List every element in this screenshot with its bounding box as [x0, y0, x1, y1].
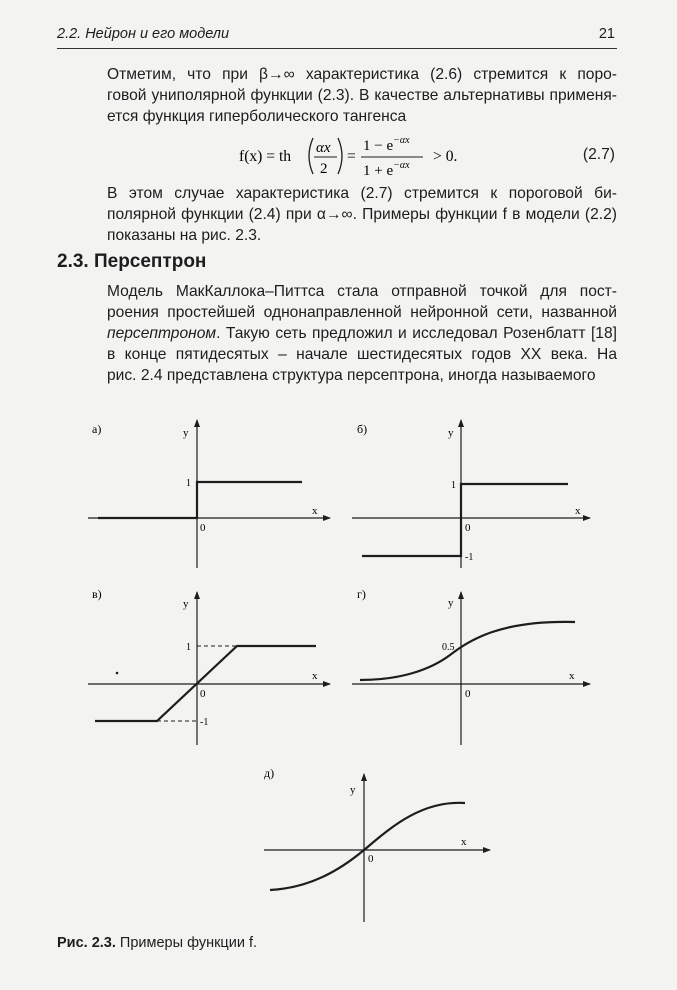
panel-a-tick-1: 1: [186, 478, 191, 489]
panel-d-y-label: y: [448, 597, 454, 609]
chapter-title: 2.2. Нейрон и его модели: [57, 26, 230, 42]
frac2-denominator: $1 + e^{-\alpha x}$: [363, 160, 410, 179]
panel-a-x-label: x: [312, 505, 318, 517]
frac2-numerator: $1 - e^{-\alpha x}$: [363, 135, 410, 154]
paragraph-perceptron: Модель МакКаллока–Питтса стала отправной точкой для пост- роения простейшей однонаправленной нейронной сети, названной персептроном. Такую сеть предложил и исследовал Розенблатт [18] в конце пятидесятых – начале шестидесятых годов XX века. На рис. 2.4 представлена структура персептрона, иногда называемого: [107, 283, 617, 384]
figure-caption: [57, 935, 257, 951]
panel-e-x-label: x: [461, 836, 467, 848]
panel-e-origin: 0: [368, 853, 374, 865]
panel-b-label: б): [357, 422, 368, 436]
formula-lhs: f(x) = th: [239, 148, 292, 165]
panel-a-curve: [98, 482, 302, 518]
section-title: 2.3. Персептрон: [57, 251, 207, 272]
equation-number: (2.7): [582, 146, 615, 163]
panel-a: [88, 420, 330, 568]
panel-a-origin: 0: [200, 522, 206, 534]
caption-label: Рис. 2.3.: [57, 935, 116, 951]
panel-c: [88, 587, 330, 745]
formula-equals: =: [347, 148, 356, 165]
panel-b: [352, 420, 590, 568]
speck: [116, 672, 119, 675]
term-perceptron: персептроном: [107, 325, 217, 342]
panel-a-label: а): [92, 422, 102, 436]
caption-text: Примеры функции f.: [115, 935, 258, 951]
panel-d: [352, 587, 590, 745]
panel-b-curve: [362, 484, 568, 556]
panel-d-tick-half: 0.5: [442, 642, 455, 653]
paragraph-tanh-intro: Отметим, что при β→∞ характеристика (2.6) стремится к поро- говой униполярной функции (2.3). В качестве альтернативы применя- ется функция гиперболического тангенса: [107, 66, 617, 125]
panel-d-origin: 0: [465, 688, 471, 700]
panel-c-label: в): [92, 587, 102, 601]
panel-b-x-label: x: [575, 505, 581, 517]
frac1-numerator: αx: [316, 140, 331, 156]
panel-a-y-label: y: [183, 427, 189, 439]
panel-b-origin: 0: [465, 522, 471, 534]
panel-b-tick-minus1: -1: [465, 552, 474, 563]
panel-d-curve: [360, 622, 575, 680]
panel-d-label: г): [357, 587, 366, 601]
panel-c-tick-minus1: -1: [200, 717, 209, 728]
panel-c-y-label: y: [183, 598, 189, 610]
panel-e-curve: [270, 803, 465, 890]
panel-d-x-label: x: [569, 670, 575, 682]
panel-b-tick-1: 1: [451, 480, 456, 491]
frac1-denominator: 2: [320, 161, 328, 177]
panel-c-tick-1: 1: [186, 642, 191, 653]
panel-e-y-label: y: [350, 784, 356, 796]
panel-c-origin: 0: [200, 688, 206, 700]
panel-c-x-label: x: [312, 670, 318, 682]
paragraph-limit: В этом случае характеристика (2.7) стремится к пороговой би- полярной функции (2.4) при α→∞. Примеры функции f в модели (2.2) показаны на рис. 2.3.: [107, 185, 617, 244]
panel-b-y-label: y: [448, 427, 454, 439]
page-number: 21: [598, 26, 615, 42]
formula-tail: > 0.: [433, 148, 458, 165]
panel-e: [264, 766, 490, 922]
panel-e-label: д): [264, 766, 275, 780]
